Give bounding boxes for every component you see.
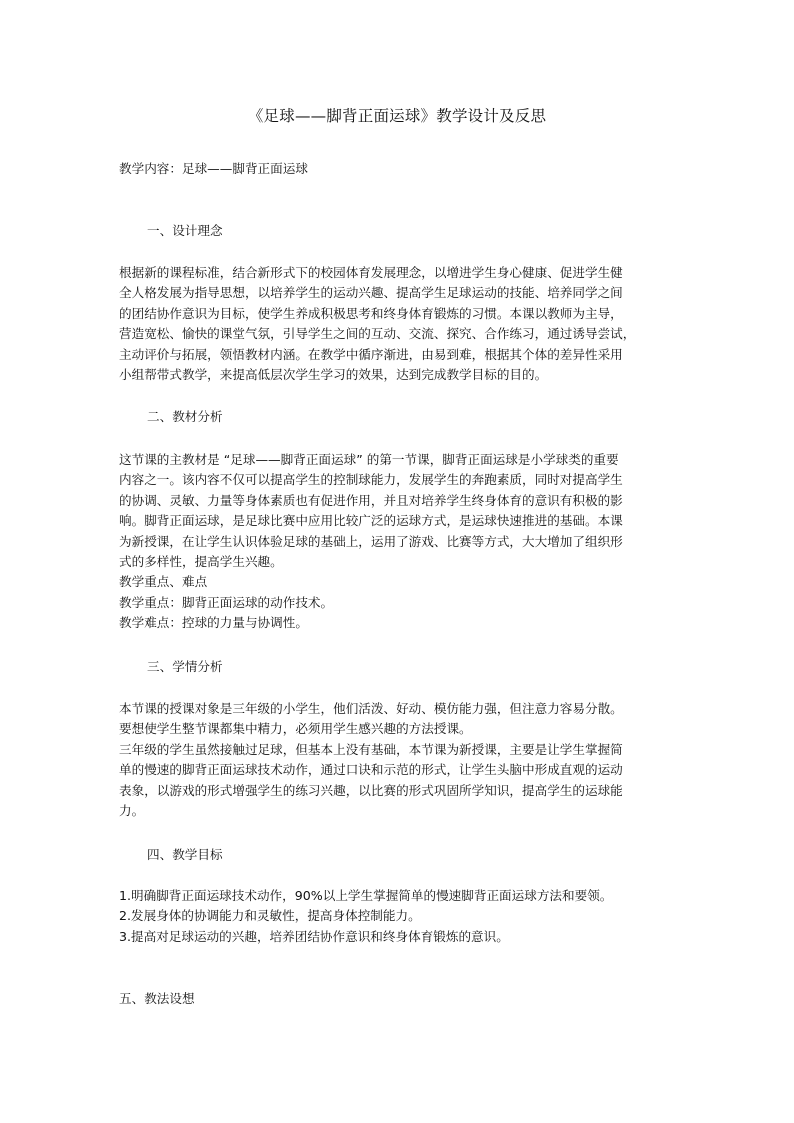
section-body-design-concept: 根据新的课程标准，结合新形式下的校园体育发展理念，以增进学生身心健康、促进学生健 全人格发展为指导思想，以培养学生的运动兴趣、提高学生足球运动的技能、培养同学之间 的团结协作意识为目标，使学生养成积极思考和终身体育锻炼的习惯。本课以教师为主导， 营造宽松、愉快的课堂气氛，引导学生之间的互动、交流、探究、合作练习，通过诱导尝试， 主动评价与拓展，领悟教材内涵。在教学中循序渐进，由易到难，根据其个体的差异性采用 小组帮带式教学，来提高低层次学生学习的效果，达到完成教学目标的目的。: [119, 265, 636, 383]
section-body-material-analysis: 这节课的主教材是 “足球——脚背正面运球” 的第一节课，脚背正面运球是小学球类的重要 内容之一。该内容不仅可以提高学生的控制球能力，发展学生的奔跑素质，同时对提高学生 的协调、灵敏、力量等身体素质也有促进作用，并且对培养学生终身体育的意识有积极的影 响。脚背正面运球，是足球比赛中应用比较广泛的运球方式，是运球快速推进的基础。本课 为新授课，在让学生认识体验足球的基础上，运用了游戏、比赛等方式，大大增加了组织形 式的多样性，提高学生兴趣。 教学重点、难点 教学重点：脚背正面运球的动作技术。 教学难点：控球的力量与协调性。: [119, 452, 623, 631]
section-heading-design-concept: 一、设计理念: [147, 223, 223, 238]
section-body-teaching-goals: 1.明确脚背正面运球技术动作，90%以上学生掌握简单的慢速脚背正面运球方法和要领。 2.发展身体的协调能力和灵敏性，提高身体控制能力。 3.提高对足球运动的兴趣，培养团结协作意识和终身体育锻炼的意识。: [119, 888, 613, 944]
section-heading-teaching-goals: 四、教学目标: [147, 847, 223, 862]
section-heading-teaching-method: 五、教法设想: [119, 991, 195, 1006]
section-body-student-analysis: 本节课的授课对象是三年级的小学生，他们活泼、好动、模仿能力强，但注意力容易分散。 要想使学生整节课都集中精力，必须用学生感兴趣的方法授课。 三年级的学生虽然接触过足球，但基本上没有基础，本节课为新授课，主要是让学生掌握简 单的慢速的脚背正面运球技术动作，通过口诀和示范的形式，让学生头脑中形成直观的运动 表象，以游戏的形式增强学生的练习兴趣，以比赛的形式巩固所学知识，提高学生的运球能 力。: [119, 701, 623, 819]
teaching-content-line: 教学内容：足球——脚背正面运球: [119, 161, 308, 176]
section-heading-material-analysis: 二、教材分析: [147, 409, 223, 424]
document-title: 《足球——脚背正面运球》教学设计及反思: [247, 107, 547, 125]
section-heading-student-analysis: 三、学情分析: [147, 659, 223, 674]
